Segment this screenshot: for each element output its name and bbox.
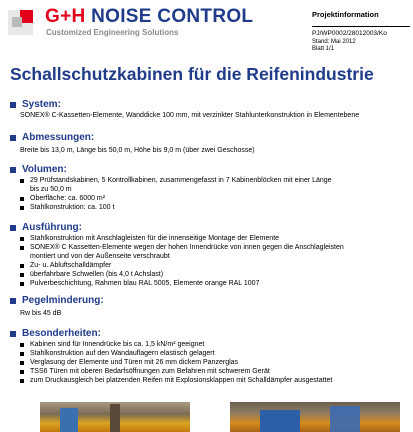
- section-besonderheiten: [10, 327, 410, 385]
- section-text: Rw bis 45 dB: [20, 310, 62, 317]
- section-text: Breite bis 13,0 m, Länge bis 50,0 m, Höhe bis 9,0 m (über zwei Geschosse): [20, 147, 255, 154]
- list-item: Stahlkonstruktion auf den Wandauflagern elastisch gelagert: [20, 349, 410, 358]
- section-heading: Abmessungen:: [10, 131, 410, 144]
- photo-cabin-exterior: [230, 402, 400, 432]
- brand-noise-control: NOISE CONTROL: [91, 6, 254, 27]
- list-item: Pulverbeschichtung, Rahmen blau RAL 5005, Elemente orange RAL 1007: [20, 279, 410, 288]
- section-volumen: [10, 163, 410, 212]
- brand-logo: [45, 6, 253, 28]
- logo-mark: [8, 10, 33, 35]
- square-bullet-icon: [10, 225, 16, 231]
- list-item: Stahlkonstruktion: ca. 100 t: [20, 203, 410, 212]
- page-title: Schallschutzkabinen für die Reifenindustrie: [10, 64, 374, 84]
- photo-cabin-interior: [40, 402, 190, 432]
- list-item-continuation: montiert und von der Außenseite verschraubt: [30, 253, 170, 260]
- meta-divider: [312, 26, 410, 27]
- list-item-continuation: bis zu 50,0 m: [30, 186, 72, 193]
- section-text: SONEX® C-Kassetten-Elemente, Wanddicke 100 mm, mit verzinkter Stahlunterkonstruktion in Elementebene: [20, 112, 360, 119]
- section-heading: Pegelminderung:: [10, 294, 410, 307]
- doc-stand: Stand: Mai 2012: [312, 39, 356, 45]
- list-item: Oberfläche: ca. 6000 m²: [20, 194, 410, 203]
- square-bullet-icon: [10, 298, 16, 304]
- project-photos: [40, 402, 400, 432]
- section-abmessungen: [10, 131, 410, 155]
- doc-page: Blatt 1/1: [312, 46, 335, 52]
- square-bullet-icon: [10, 102, 16, 108]
- section-pegelminderung: [10, 294, 410, 318]
- section-heading: System:: [10, 98, 410, 111]
- section-heading: Volumen:: [10, 163, 410, 176]
- section-heading: Besonderheiten:: [10, 327, 410, 340]
- list-item: zum Druckausgleich bei platzenden Reifen mit Explosionsklappen mit Schalldämpfer ausgestattet: [20, 376, 410, 385]
- list-item: überfahrbare Schwellen (bis 4,0 t Achslast): [20, 270, 410, 279]
- list-item: TSS6 Türen mit oberen Bedarfsöffnungen zum Befahren mit schwerem Gerät: [20, 367, 410, 376]
- list-item: Verglasung der Elemente und Türen mit 26 mm dickem Panzerglas: [20, 358, 410, 367]
- list-item: SONEX® C Kassetten-Elemente wegen der hohen Innendrücke von innen gegen die Anschlagleisten: [20, 243, 410, 252]
- square-bullet-icon: [10, 331, 16, 337]
- list-item: Zu- u. Abluftschalldämpfer: [20, 261, 410, 270]
- brand-tagline: Customized Engineering Solutions: [46, 28, 179, 37]
- list-item: 29 Prüfstandskabinen, 5 Kontrollkabinen, zusammengefasst in 7 Kabinenblöcken mit einer Länge: [20, 176, 410, 185]
- list-item: Stahlkonstruktion mit Anschlagleisten für die innenseitige Montage der Elemente: [20, 234, 410, 243]
- square-bullet-icon: [10, 167, 16, 173]
- doc-type-label: Projektinformation: [312, 10, 379, 19]
- section-system: [10, 98, 410, 120]
- section-heading: Ausführung:: [10, 221, 410, 234]
- doc-reference: PJ/WP0002/28012003/Ko: [312, 30, 387, 37]
- section-ausfuehrung: [10, 221, 410, 288]
- list-item: Kabinen sind für Innendrücke bis ca. 1,5 kN/m² geeignet: [20, 340, 410, 349]
- square-bullet-icon: [10, 135, 16, 141]
- brand-gh: G+H: [45, 6, 86, 27]
